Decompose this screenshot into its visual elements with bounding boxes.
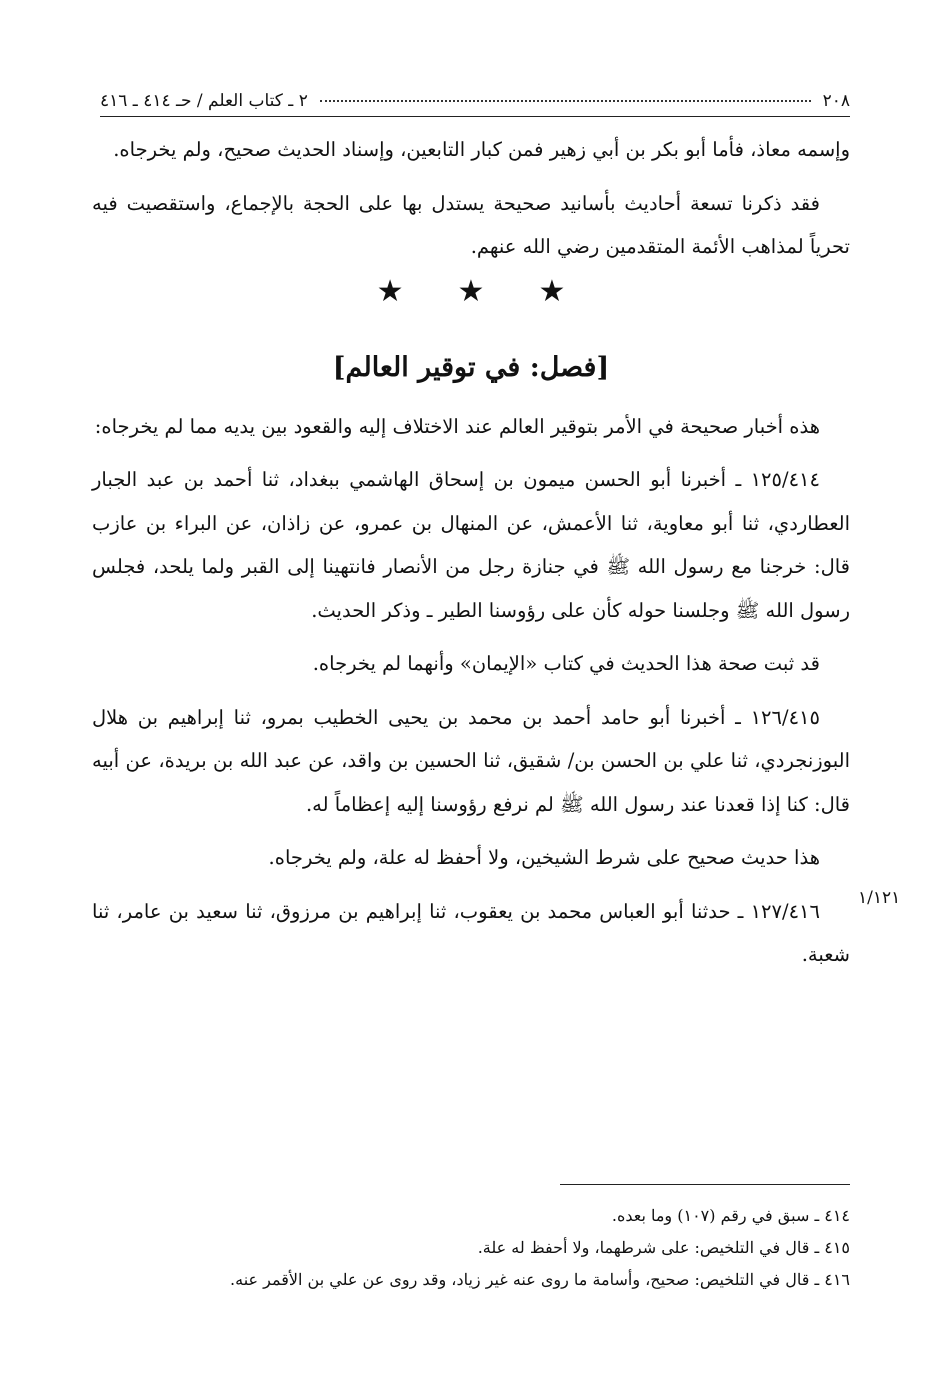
footnote-rule <box>560 1184 850 1185</box>
page-number: ٢٠٨ <box>822 91 850 111</box>
margin-volume-page-note: ١/١٢١ <box>858 888 901 908</box>
header-rule <box>100 116 850 117</box>
paragraph-isnad-note: وإسمه معاذ، فأما أبو بكر بن أبي زهير فمن كبار التابعين، وإسناد الحديث صحيح، ولم يخرجاه. <box>113 138 850 161</box>
footnote-414: ٤١٤ ـ سبق في رقم (١٠٧) وما بعده. <box>611 1206 850 1225</box>
running-header <box>100 86 850 116</box>
hadith-414: ١٢٥/٤١٤ ـ أخبرنا أبو الحسن ميمون بن إسحاق الهاشمي ببغداد، ثنا أحمد بن عبد الجبار العطاردي، ثنا أبو معاوية، ثنا الأعمش، عن المنهال بن عمرو، عن زاذان، عن البراء بن عازب قال: خرجنا مع رسول الله ﷺ في جنازة رجل من الأنصار فانتهينا إلى القبر ولما يلحد، فجلس رسول الله ﷺ وجلسنا حوله كأن على رؤوسنا الطير ـ وذكر الحديث. <box>92 468 850 622</box>
hadith-416: ١٢٧/٤١٦ ـ حدثنا أبو العباس محمد بن يعقوب، ثنا إبراهيم بن مرزوق، ثنا سعيد بن عامر، ثنا شعبة. <box>92 899 850 966</box>
section-title: [فصل: في توقير العالم] <box>332 351 610 383</box>
footnote-415: ٤١٥ ـ قال في التلخيص: على شرطهما، ولا أحفظ له علة. <box>477 1238 850 1257</box>
footnotes <box>92 1200 850 1296</box>
section-divider-stars: ★★★ <box>376 273 620 309</box>
header-title: ٢ ـ كتاب العلم / حـ ٤١٤ ـ ٤١٦ <box>100 91 308 111</box>
comment-415: هذا حديث صحيح على شرط الشيخين، ولا أحفظ له علة، ولم يخرجاه. <box>268 846 820 869</box>
paragraph-summary: فقد ذكرنا تسعة أحاديث بأسانيد صحيحة يستدل بها على الحجة بالإجماع، واستقصيت فيه تحرياً لمذاهب الأئمة المتقدمين رضي الله عنهم. <box>92 191 850 258</box>
paragraph-intro: هذه أخبار صحيحة في الأمر بتوقير العالم عند الاختلاف إليه والقعود بين يديه مما لم يخرجاه: <box>94 414 820 438</box>
main-text <box>92 128 850 987</box>
hadith-415: ١٢٦/٤١٥ ـ أخبرنا أبو حامد أحمد بن محمد بن يحيى الخطيب بمرو، ثنا إبراهيم بن هلال البوزنجردي، ثنا علي بن الحسن بن/ شقيق، ثنا الحسين بن واقد، عن عبد الله بن بريدة، عن أبيه قال: كنا إذا قعدنا عند رسول الله ﷺ لم نرفع رؤوسنا إليه إعظاماً له. <box>92 705 850 816</box>
footnote-416: ٤١٦ ـ قال في التلخيص: صحيح، وأسامة ما روى عنه غير زياد، وقد روى عن علي بن الأقمر عنه. <box>230 1270 850 1289</box>
comment-414: قد ثبت صحة هذا الحديث في كتاب «الإيمان» وأنهما لم يخرجاه. <box>312 652 820 675</box>
header-dot-leader <box>320 100 811 102</box>
